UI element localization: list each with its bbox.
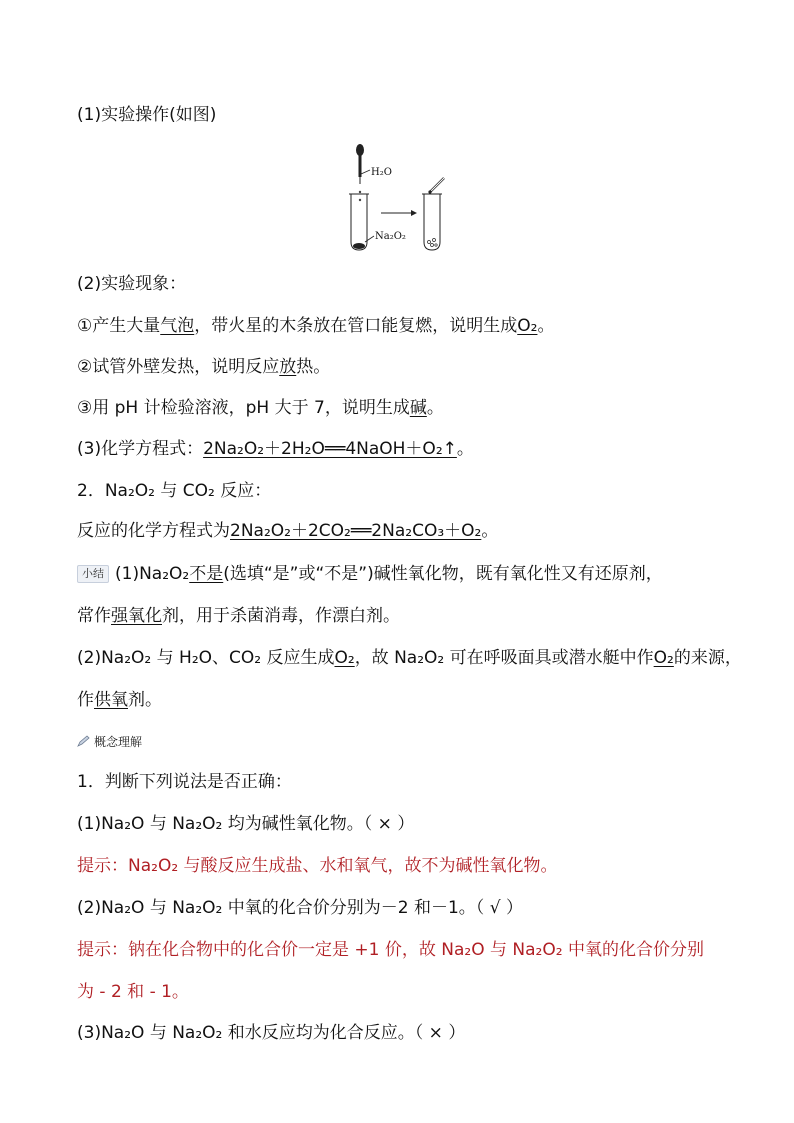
observation-3: ③用 pH 计检验溶液，pH 大于 7，说明生成碱。 [77, 398, 444, 418]
heading-co2-reaction: 2．Na₂O₂ 与 CO₂ 反应： [77, 481, 272, 501]
step-1-heading: (1)实验操作(如图) [77, 105, 217, 125]
experiment-figure [340, 142, 460, 254]
summary-2-continued: 作供氧剂。 [77, 690, 162, 710]
observation-2: ②试管外壁发热，说明反应放热。 [77, 357, 331, 377]
question-heading: 1．判断下列说法是否正确： [77, 772, 292, 792]
sodium-peroxide-label: Na₂O₂ [375, 231, 406, 242]
observation-1: ①产生大量气泡，带火星的木条放在管口能复燃，说明生成O₂。 [77, 316, 555, 336]
summary-2: (2)Na₂O₂ 与 H₂O、CO₂ 反应生成O₂，故 Na₂O₂ 可在呼吸面具或潜水艇中作O₂的来源， [77, 648, 742, 668]
wooden-splint-icon [428, 178, 444, 194]
test-tube-right-icon [422, 194, 442, 250]
question-1: (1)Na₂O 与 Na₂O₂ 均为碱性氧化物。（ × ） [77, 814, 415, 834]
step-2-heading: (2)实验现象： [77, 274, 187, 294]
equation-co2: 反应的化学方程式为2Na₂O₂＋2CO₂══2Na₂CO₃＋O₂。 [77, 521, 499, 541]
dropper-icon [356, 144, 364, 184]
summary-1: 小结 (1)Na₂O₂不是(选填“是”或“不是”)碱性氧化物，既有氧化性又有还原剂， [77, 562, 663, 586]
arrow-right-icon [381, 210, 417, 216]
summary-1-continued: 常作强氧化剂，用于杀菌消毒，作漂白剂。 [77, 606, 400, 626]
question-3: (3)Na₂O 与 Na₂O₂ 和水反应均为化合反应。（ × ） [77, 1023, 466, 1043]
water-label: H₂O [371, 167, 392, 178]
equation-water: (3)化学方程式：2Na₂O₂＋2H₂O══4NaOH＋O₂↑。 [77, 439, 474, 459]
hint-2-continued: 为 - 2 和 - 1。 [77, 982, 189, 1002]
hint-2: 提示：钠在化合物中的化合价一定是 +1 价，故 Na₂O 与 Na₂O₂ 中氧的化合价分别 [77, 940, 704, 960]
pencil-icon [77, 735, 91, 747]
question-2: (2)Na₂O 与 Na₂O₂ 中氧的化合价分别为－2 和－1。（ √ ） [77, 898, 523, 918]
section-tag-concept: 概念理解 [77, 734, 142, 750]
summary-badge: 小结 [77, 565, 109, 583]
hint-1: 提示：Na₂O₂ 与酸反应生成盐、水和氧气，故不为碱性氧化物。 [77, 856, 558, 876]
